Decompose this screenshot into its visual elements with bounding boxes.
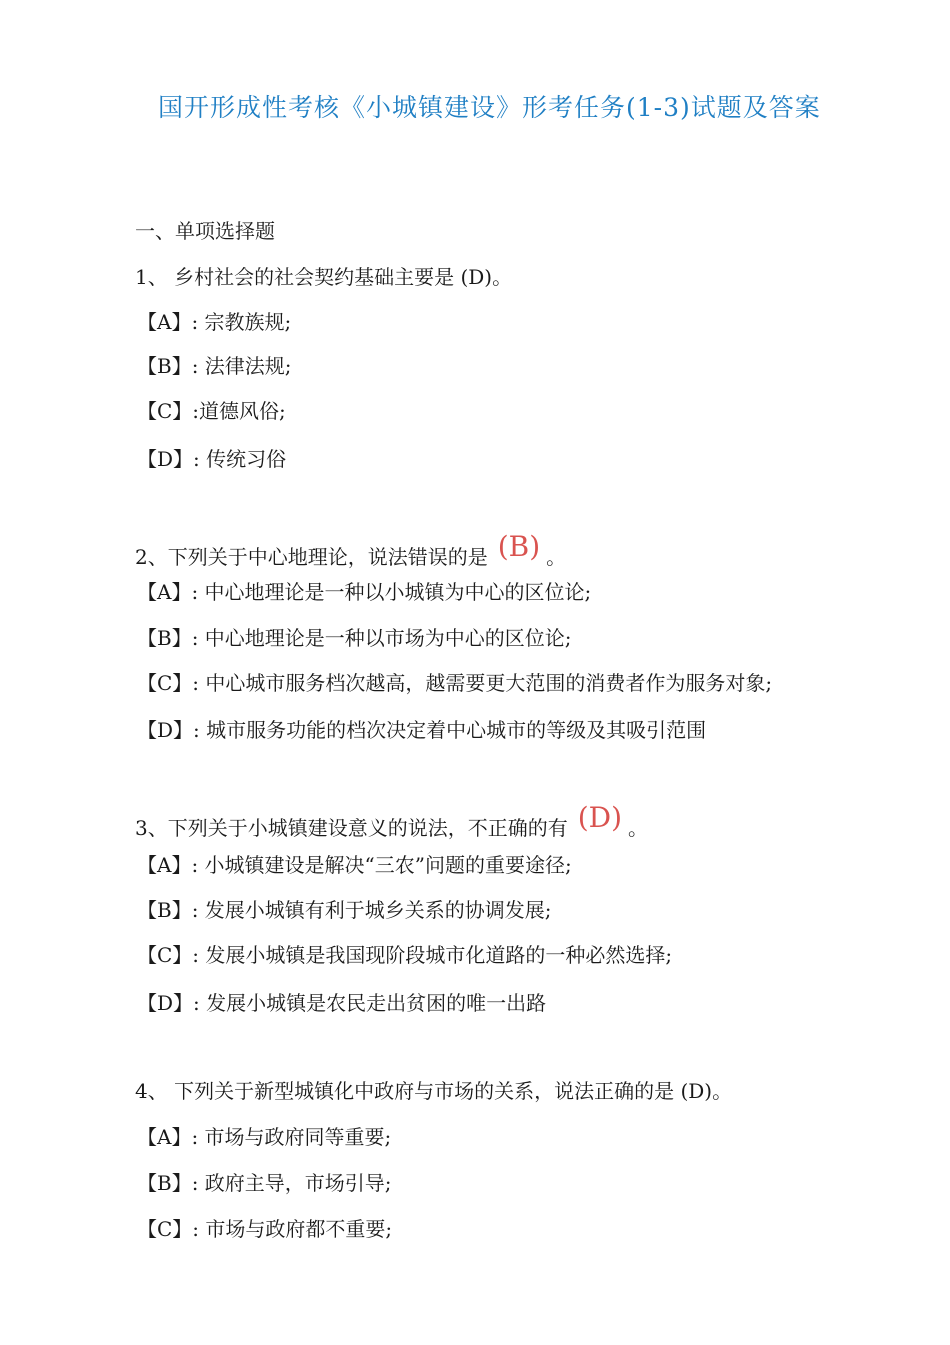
question-3-option-a: 【A】: 小城镇建设是解决“三农”问题的重要途径; <box>137 853 572 877</box>
question-1-option-a: 【A】: 宗教族规; <box>137 310 292 334</box>
question-2-option-b: 【B】: 中心地理论是一种以市场为中心的区位论; <box>137 626 572 650</box>
question-3-stem-end: 。 <box>628 816 649 840</box>
section-heading: 一、单项选择题 <box>135 219 275 243</box>
question-2-answer-mark: (B) <box>497 530 541 563</box>
question-1-option-d: 【D】: 传统习俗 <box>137 447 287 471</box>
question-1-stem: 1、 乡村社会的社会契约基础主要是 (D)。 <box>135 265 513 289</box>
question-1-option-b: 【B】: 法律法规; <box>137 354 292 378</box>
question-4-option-b: 【B】: 政府主导，市场引导; <box>137 1171 392 1195</box>
question-2-option-d: 【D】: 城市服务功能的档次决定着中心城市的等级及其吸引范围 <box>137 718 707 742</box>
question-2-stem-end: 。 <box>546 545 567 569</box>
question-2-stem <box>135 530 567 570</box>
question-4-stem: 4、 下列关于新型城镇化中政府与市场的关系，说法正确的是 (D)。 <box>135 1079 733 1103</box>
question-3-stem-text: 3、下列关于小城镇建设意义的说法，不正确的有 <box>135 816 568 840</box>
question-2-option-a: 【A】: 中心地理论是一种以小城镇为中心的区位论; <box>137 580 592 604</box>
question-1-option-c: 【C】:道德风俗; <box>137 399 286 423</box>
question-3-stem <box>135 801 649 841</box>
question-2-option-c: 【C】: 中心城市服务档次越高，越需要更大范围的消费者作为服务对象; <box>137 671 773 695</box>
question-3-option-d: 【D】: 发展小城镇是农民走出贫困的唯一出路 <box>137 991 547 1015</box>
question-3-option-c: 【C】: 发展小城镇是我国现阶段城市化道路的一种必然选择; <box>137 943 673 967</box>
question-3-option-b: 【B】: 发展小城镇有利于城乡关系的协调发展; <box>137 898 552 922</box>
question-4-option-a: 【A】: 市场与政府同等重要; <box>137 1125 392 1149</box>
question-4-option-c: 【C】: 市场与政府都不重要; <box>137 1217 393 1241</box>
question-2-stem-text: 2、下列关于中心地理论，说法错误的是 <box>135 545 488 569</box>
question-3-answer-mark: (D) <box>577 801 623 834</box>
page-title: 国开形成性考核《小城镇建设》形考任务(1-3)试题及答案 <box>158 93 821 122</box>
